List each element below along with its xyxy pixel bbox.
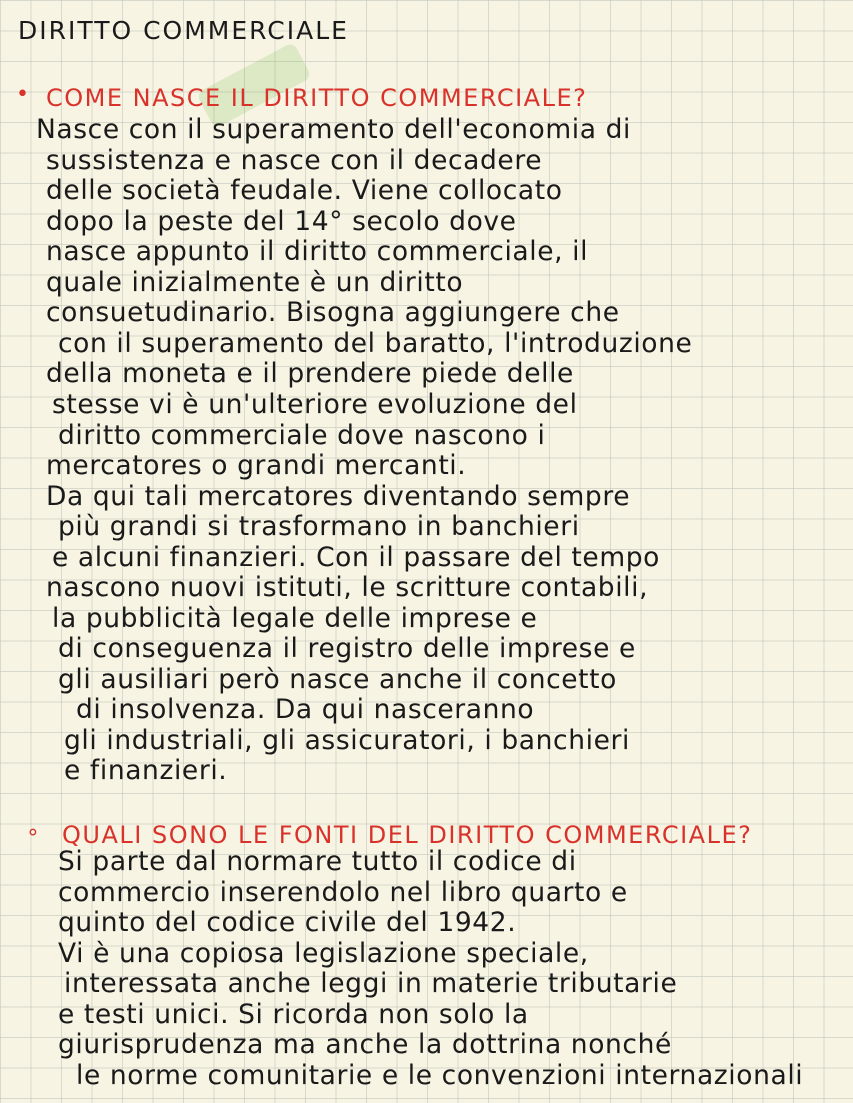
section-1-line: quale inizialmente è un diritto bbox=[46, 267, 464, 298]
section-2-line: le norme comunitarie e le convenzioni internazionali bbox=[76, 1060, 804, 1091]
section-1-line: nascono nuovi istituti, le scritture contabili, bbox=[46, 572, 649, 603]
section-2-heading: QUALI SONO LE FONTI DEL DIRITTO COMMERCIALE? bbox=[62, 821, 753, 849]
section-2-line: interessata anche leggi in materie tributarie bbox=[64, 968, 678, 999]
section-1-line: delle società feudale. Viene collocato bbox=[46, 175, 563, 206]
section-1-line: e alcuni finanzieri. Con il passare del tempo bbox=[52, 542, 660, 573]
section-2-line: e testi unici. Si ricorda non solo la bbox=[58, 999, 529, 1030]
section-1-line: stesse vi è un'ulteriore evoluzione del bbox=[52, 389, 578, 420]
section-1-line: gli industriali, gli assicuratori, i banchieri bbox=[64, 725, 630, 756]
section-1-line: la pubblicità legale delle imprese e bbox=[52, 603, 538, 634]
section-2-line: Si parte dal normare tutto il codice di bbox=[58, 846, 577, 877]
section-1-bullet: • bbox=[16, 82, 29, 107]
section-1-line: Da qui tali mercatores diventando sempre bbox=[46, 481, 631, 512]
section-1-line: più grandi si trasformano in banchieri bbox=[58, 511, 580, 542]
section-2-line: giurisprudenza ma anche la dottrina nonché bbox=[58, 1029, 672, 1060]
section-2-line: commercio inserendolo nel libro quarto e bbox=[58, 877, 628, 908]
section-1-line: gli ausiliari però nasce anche il concetto bbox=[58, 664, 617, 695]
section-1-line: mercatores o grandi mercanti. bbox=[46, 450, 467, 481]
section-1-line: di conseguenza il registro delle imprese e bbox=[58, 633, 636, 664]
section-2-bullet: ∘ bbox=[26, 820, 40, 845]
section-1-line: sussistenza e nasce con il decadere bbox=[46, 145, 543, 176]
section-1-line: Nasce con il superamento dell'economia di bbox=[36, 114, 631, 145]
section-1-line: dopo la peste del 14° secolo dove bbox=[46, 206, 517, 237]
section-1-line: di insolvenza. Da qui nasceranno bbox=[76, 694, 535, 725]
section-1-line: e finanzieri. bbox=[64, 755, 228, 786]
section-1-line: nasce appunto il diritto commerciale, il bbox=[46, 236, 589, 267]
section-2-line: Vi è una copiosa legislazione speciale, bbox=[58, 938, 589, 969]
section-1-line: della moneta e il prendere piede delle bbox=[46, 358, 574, 389]
section-1-line: con il superamento del baratto, l'introduzione bbox=[58, 328, 693, 359]
section-2-line: quinto del codice civile del 1942. bbox=[58, 907, 517, 938]
page-title: DIRITTO COMMERCIALE bbox=[18, 16, 349, 45]
section-1-heading: COME NASCE IL DIRITTO COMMERCIALE? bbox=[46, 84, 588, 112]
section-1-line: diritto commerciale dove nascono i bbox=[58, 420, 546, 451]
section-1-line: consuetudinario. Bisogna aggiungere che bbox=[46, 297, 620, 328]
